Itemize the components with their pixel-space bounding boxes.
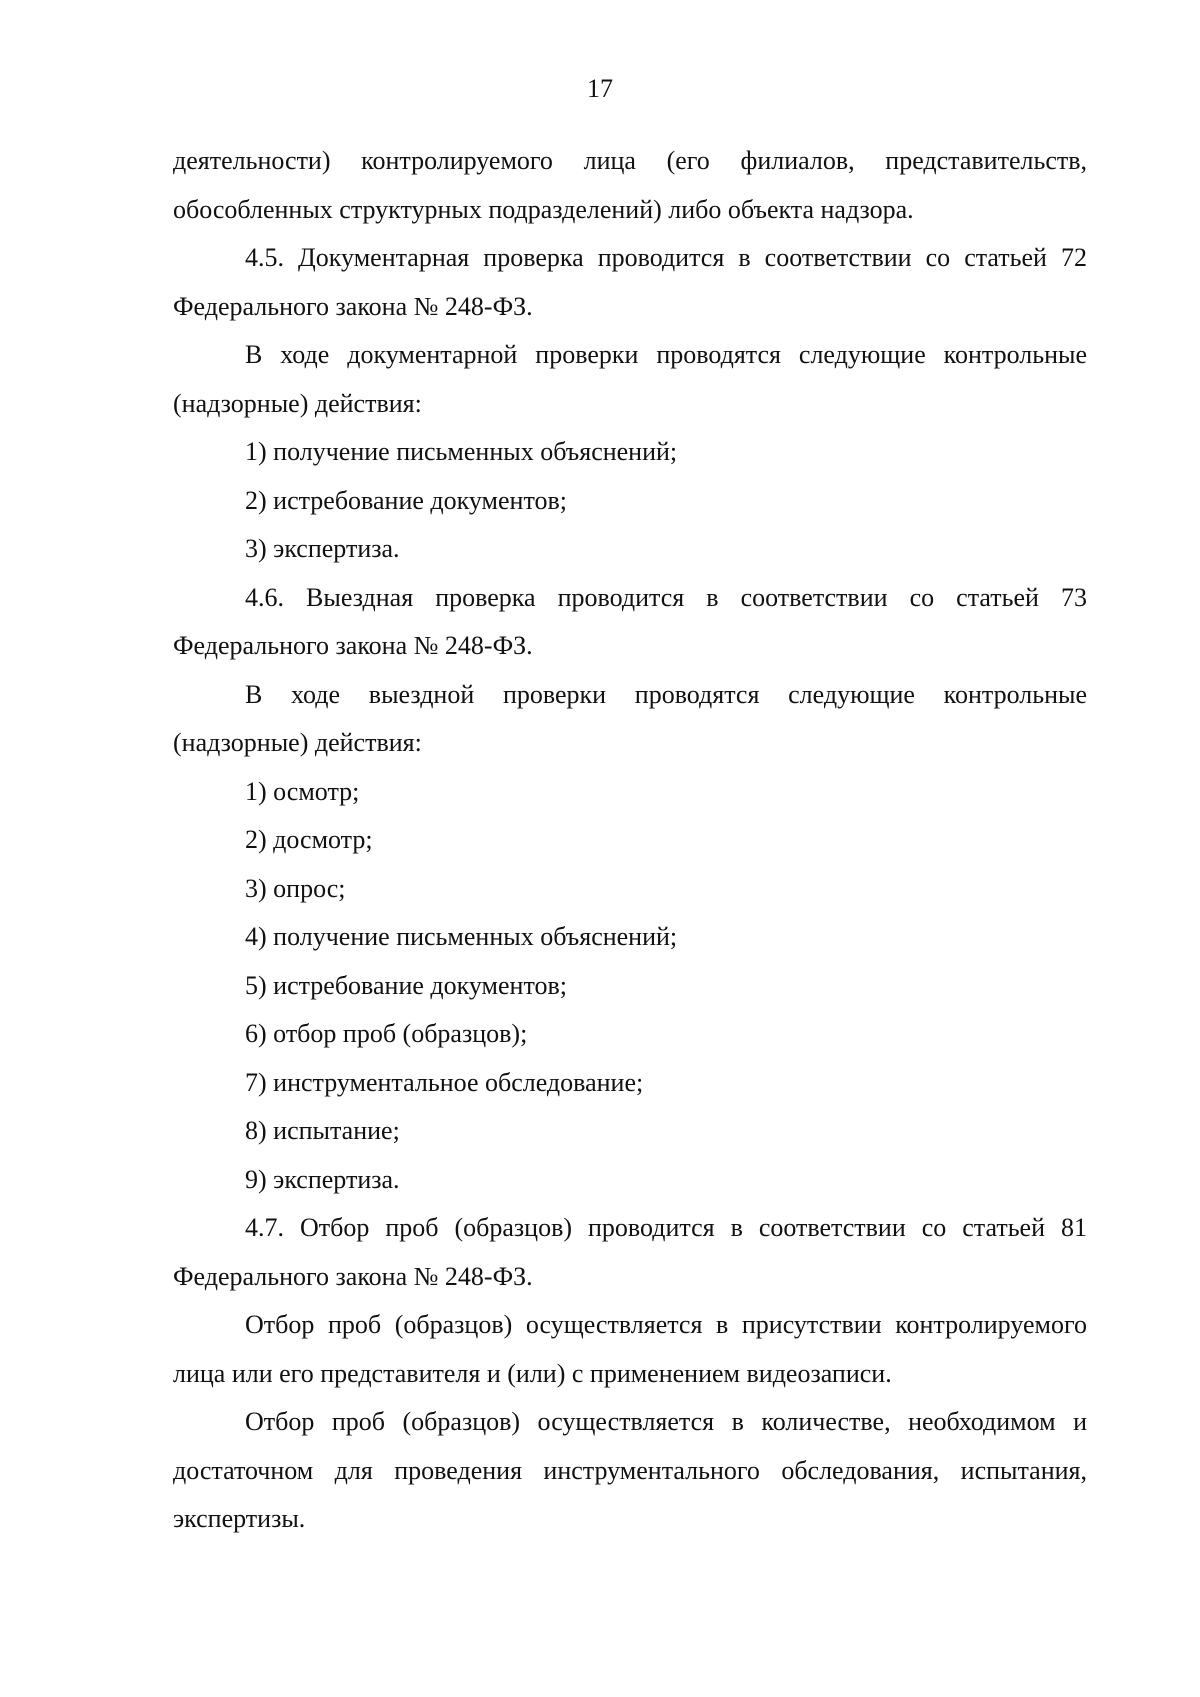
list-item: 3) экспертиза. <box>245 534 400 563</box>
paragraph-continuation: деятельности) контролируемого лица (его филиалов, представительств, обособленных структурных подразделений) либо объекта надзора. <box>173 146 1087 224</box>
list-item: 2) истребование документов; <box>245 485 567 515</box>
document-body <box>173 137 1087 1544</box>
paragraph-4-6: 4.6. Выездная проверка проводится в соответствии со статьей 73 Федерального закона № 248-ФЗ. <box>173 582 1087 660</box>
paragraph-4-7: 4.7. Отбор проб (образцов) проводится в соответствии со статьей 81 Федерального закона № 248-ФЗ. <box>173 1213 1087 1291</box>
paragraph-4-5: 4.5. Документарная проверка проводится в соответствии со статьей 72 Федерального закона № 248-ФЗ. <box>173 243 1087 321</box>
page-number: 17 <box>587 74 613 103</box>
paragraph-sampling-quantity: Отбор проб (образцов) осуществляется в количестве, необходимом и достаточном для проведения инструментального обследования, испытания, экспертизы. <box>173 1407 1087 1533</box>
list-item: 4) получение письменных объяснений; <box>245 922 678 951</box>
paragraph-sampling-presence: Отбор проб (образцов) осуществляется в присутствии контролируемого лица или его представителя и (или) с применением видеозаписи. <box>173 1310 1087 1388</box>
list-item: 7) инструментальное обследование; <box>245 1067 644 1097</box>
paragraph-documentary-actions-intro: В ходе документарной проверки проводятся следующие контрольные (надзорные) действия: <box>173 340 1087 418</box>
list-item: 2) досмотр; <box>245 825 373 854</box>
list-item: 5) истребование документов; <box>245 970 567 1000</box>
list-item: 9) экспертиза. <box>245 1164 400 1194</box>
paragraph-field-actions-intro: В ходе выездной проверки проводятся следующие контрольные (надзорные) действия: <box>173 679 1087 757</box>
list-item: 1) получение письменных объяснений; <box>245 437 678 466</box>
list-item: 8) испытание; <box>245 1116 400 1145</box>
list-item: 1) осмотр; <box>245 776 360 806</box>
list-item: 6) отбор проб (образцов); <box>245 1019 528 1048</box>
list-item: 3) опрос; <box>245 873 346 903</box>
